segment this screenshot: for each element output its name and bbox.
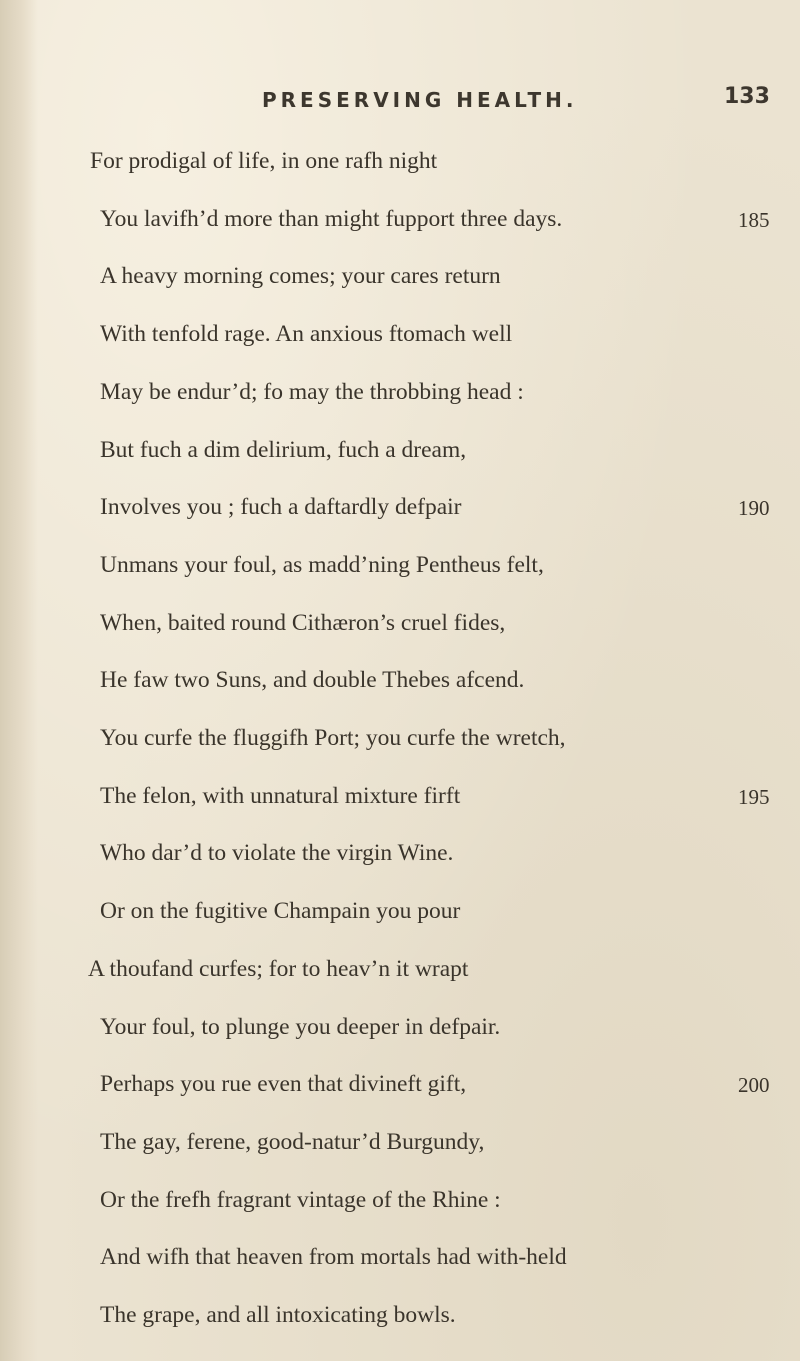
line-number-200: 200: [738, 1073, 770, 1097]
verse-line: With tenfold rage. An anxious ftomach well: [100, 321, 513, 347]
verse-line: When, baited round Cithæron’s cruel fides,: [100, 610, 506, 636]
verse-line: May be endur’d; fo may the throbbing head :: [100, 379, 524, 405]
verse-line: He faw two Suns, and double Thebes afcend.: [100, 667, 525, 693]
line-number-195: 195: [738, 785, 770, 809]
verse-line: And wifh that heaven from mortals had with-held: [100, 1244, 567, 1270]
verse-line: You lavifh’d more than might fupport three days.: [100, 206, 563, 232]
page-number: 133: [724, 84, 770, 109]
line-number-190: 190: [738, 496, 770, 520]
verse-line: A thoufand curfes; for to heav’n it wrapt: [88, 956, 469, 982]
running-head: PRESERVING HEALTH.: [262, 88, 578, 112]
verse-line: Perhaps you rue even that divineft gift,: [100, 1071, 467, 1097]
verse-line: Involves you ; fuch a daftardly defpair: [100, 494, 462, 520]
verse-line: Or the frefh fragrant vintage of the Rhine :: [100, 1187, 501, 1213]
verse-line: Unmans your foul, as madd’ning Pentheus felt,: [100, 552, 544, 578]
verse-line: The felon, with unnatural mixture firft: [100, 783, 461, 809]
verse-line: Who dar’d to violate the virgin Wine.: [100, 840, 454, 866]
line-number-185: 185: [738, 208, 770, 232]
verse-line: Or on the fugitive Champain you pour: [100, 898, 461, 924]
verse-line: The gay, ferene, good-natur’d Burgundy,: [100, 1129, 485, 1155]
verse-line: Your foul, to plunge you deeper in defpair.: [100, 1014, 501, 1040]
verse-line: You curfe the fluggifh Port; you curfe the wretch,: [100, 725, 566, 751]
verse-line: The grape, and all intoxicating bowls.: [100, 1302, 456, 1328]
verse-line: A heavy morning comes; your cares return: [100, 263, 501, 289]
verse-line: But fuch a dim delirium, fuch a dream,: [100, 437, 467, 463]
verse-line: For prodigal of life, in one rafh night: [90, 148, 438, 174]
